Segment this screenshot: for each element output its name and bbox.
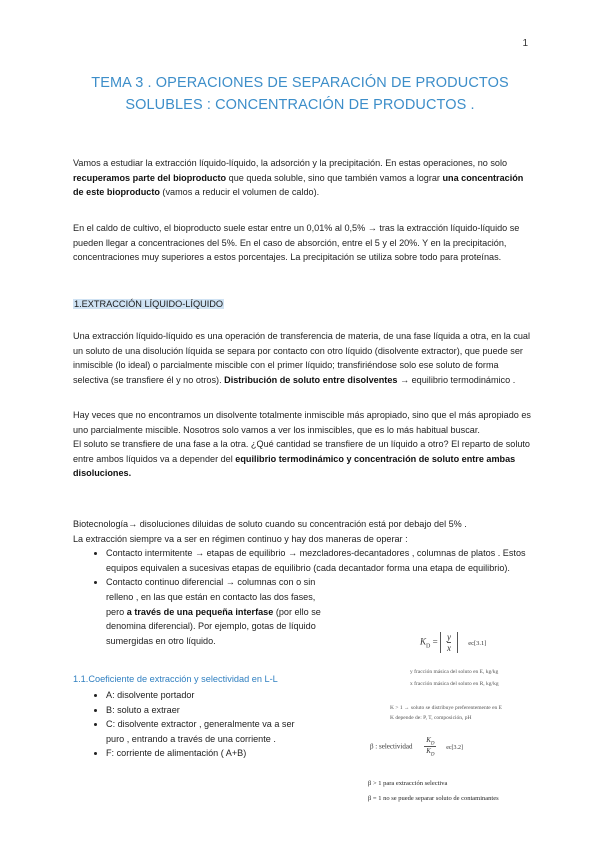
p4-text-b: El soluto se transfiere de una fase a la otra. ¿Qué cantidad se transfiere de un líquido a otro? El reparto de soluto entre ambos líquidos va a depender del [73, 439, 530, 464]
kd-numerator: y [446, 632, 451, 642]
eq-ref-2: ec[3.2] [446, 744, 464, 751]
p4-text-a: Hay veces que no encontramos un disolvente totalmente inmiscible más apropiado, sino que el más apropiado es uno parcialmente miscible. Nosotros solo vamos a ver los inmiscibles, que es lo más habitual buscar. [73, 410, 531, 435]
subsection-heading: 1.1.Coeficiente de extracción y selectividad en L-L [73, 674, 278, 684]
p1-bold-d: una concentración de este bioproducto [73, 172, 524, 198]
paragraph-biotech [73, 517, 533, 648]
list-item [106, 575, 326, 648]
page-number: 1 [522, 38, 528, 49]
p3-text-a: Una extracción líquido-líquido es una operación de transferencia de materia, de una fase líquida a otra, en la cual un soluto de una disolución líquida se separa por contacto con otro líquido (disolvente extractor), que puede ser inmiscible (lo ideal) o parcialmente miscible con el primer líquido; transfiriéndose solo ese soluto de forma selectiva (se transfiere él y no otros). [73, 331, 530, 385]
kd-fraction [440, 632, 458, 653]
list-item: • C: disolvente extractor , generalmente va a ser puro , entrando a través de una corriente . [106, 717, 308, 746]
title-line-1: TEMA 3 . OPERACIONES DE SEPARACIÓN DE PRODUCTOS [91, 75, 509, 91]
formula-note-2: x fracción másica del soluto en R, kg/kg [410, 681, 499, 687]
p4-bold-c: equilibrio termodinámico y concentración de soluto entre ambas disoluciones. [73, 453, 516, 479]
paragraph-intro [73, 156, 533, 200]
title-line-2: SOLUBLES : CONCENTRACIÓN DE PRODUCTOS . [125, 97, 475, 113]
kd-symbol: K [420, 636, 427, 647]
paragraph-concentrations: En el caldo de cultivo, el bioproducto suele estar entre un 0,01% al 0,5% → tras la extracción líquido-líquido se pueden llegar a concentraciones del 5%. En el caso de absorción, entre el 5 y el 20%. Y en la precipitación, concentraciones muy superiores a estos porcentajes. La precipitación se utiliza sobre todo para proteínas. [73, 223, 520, 263]
eq-ref-1: ec[3.1] [468, 639, 487, 647]
paragraph-miscible [73, 408, 533, 481]
p1-bold-b: recuperamos parte del bioproducto [73, 172, 227, 183]
section-heading-text: 1.EXTRACCIÓN LÍQUIDO-LÍQUIDO [74, 299, 224, 309]
li2-text-c: (por ello se denomina diferencial). Por ejemplo, gotas de líquido sumergidas en otro líquido. [106, 606, 321, 646]
formula-note-3: K > 1 → soluto se distribuye preferentemente en E [390, 705, 503, 711]
p1-text-a: Vamos a estudiar la extracción líquido-líquido, la adsorción y la precipitación. En estas operaciones, no solo [73, 158, 508, 168]
p3-bold-b: Distribución de soluto entre disolventes [224, 374, 398, 385]
p5-text-a: Biotecnología→ disoluciones diluidas de soluto cuando su concentración está por debajo del 5% . [73, 519, 467, 529]
beta-denominator: $K_D$ [426, 747, 435, 758]
p1-text-e: (vamos a reducir el volumen de caldo). [159, 187, 320, 198]
list-item: • B: soluto a extraer [106, 703, 308, 718]
paragraph-definition [73, 329, 533, 387]
beta-fraction [424, 736, 436, 758]
p1-text-c: que queda soluble, sino que también vamos a lograr [226, 172, 443, 183]
list-item: • F: corriente de alimentación ( A+B) [106, 746, 308, 761]
kd-denominator: x [446, 643, 451, 653]
formula-note-6: β = 1 no se puede separar soluto de contaminantes [368, 795, 499, 802]
components-block [73, 688, 308, 761]
li2-bold-b: a través de una pequeña interfase [126, 606, 274, 617]
beta-numerator: $K_D$ [426, 736, 435, 747]
beta-label: β : selectividad [370, 742, 413, 751]
kd-equation [420, 632, 486, 653]
selectivity-equation [370, 736, 463, 758]
section-heading [73, 299, 224, 309]
components-list [73, 688, 308, 761]
kd-subscript: D [426, 643, 431, 650]
formula-note-1: y fracción másica del soluto en E, kg/kg [410, 669, 499, 675]
formula-note-4: K depende de: P, T, composición, pH [390, 715, 472, 721]
p4-line-b [73, 437, 533, 481]
kd-equals: = [430, 636, 440, 647]
p3-text-c: → equilibrio termodinámico . [397, 374, 516, 385]
p5-text-b: La extracción siempre va a ser en régimen continuo y hay dos maneras de operar : [73, 533, 408, 544]
formula-note-5: β > 1 para extracción selectiva [368, 780, 448, 787]
li2-text-a: Contacto continuo diferencial → columnas con o sin relleno , en las que están en contacto las dos fases, pero [106, 577, 316, 617]
page-title [60, 72, 540, 116]
list-item: • A: disolvente portador [106, 688, 308, 703]
list-item: • Contacto intermitente → etapas de equilibrio → mezcladores-decantadores , columnas de platos . Estos equipos equivalen a sucesivas etapas de equilibrio (cada decantador forma una etapa de equilibrio). [106, 546, 533, 575]
